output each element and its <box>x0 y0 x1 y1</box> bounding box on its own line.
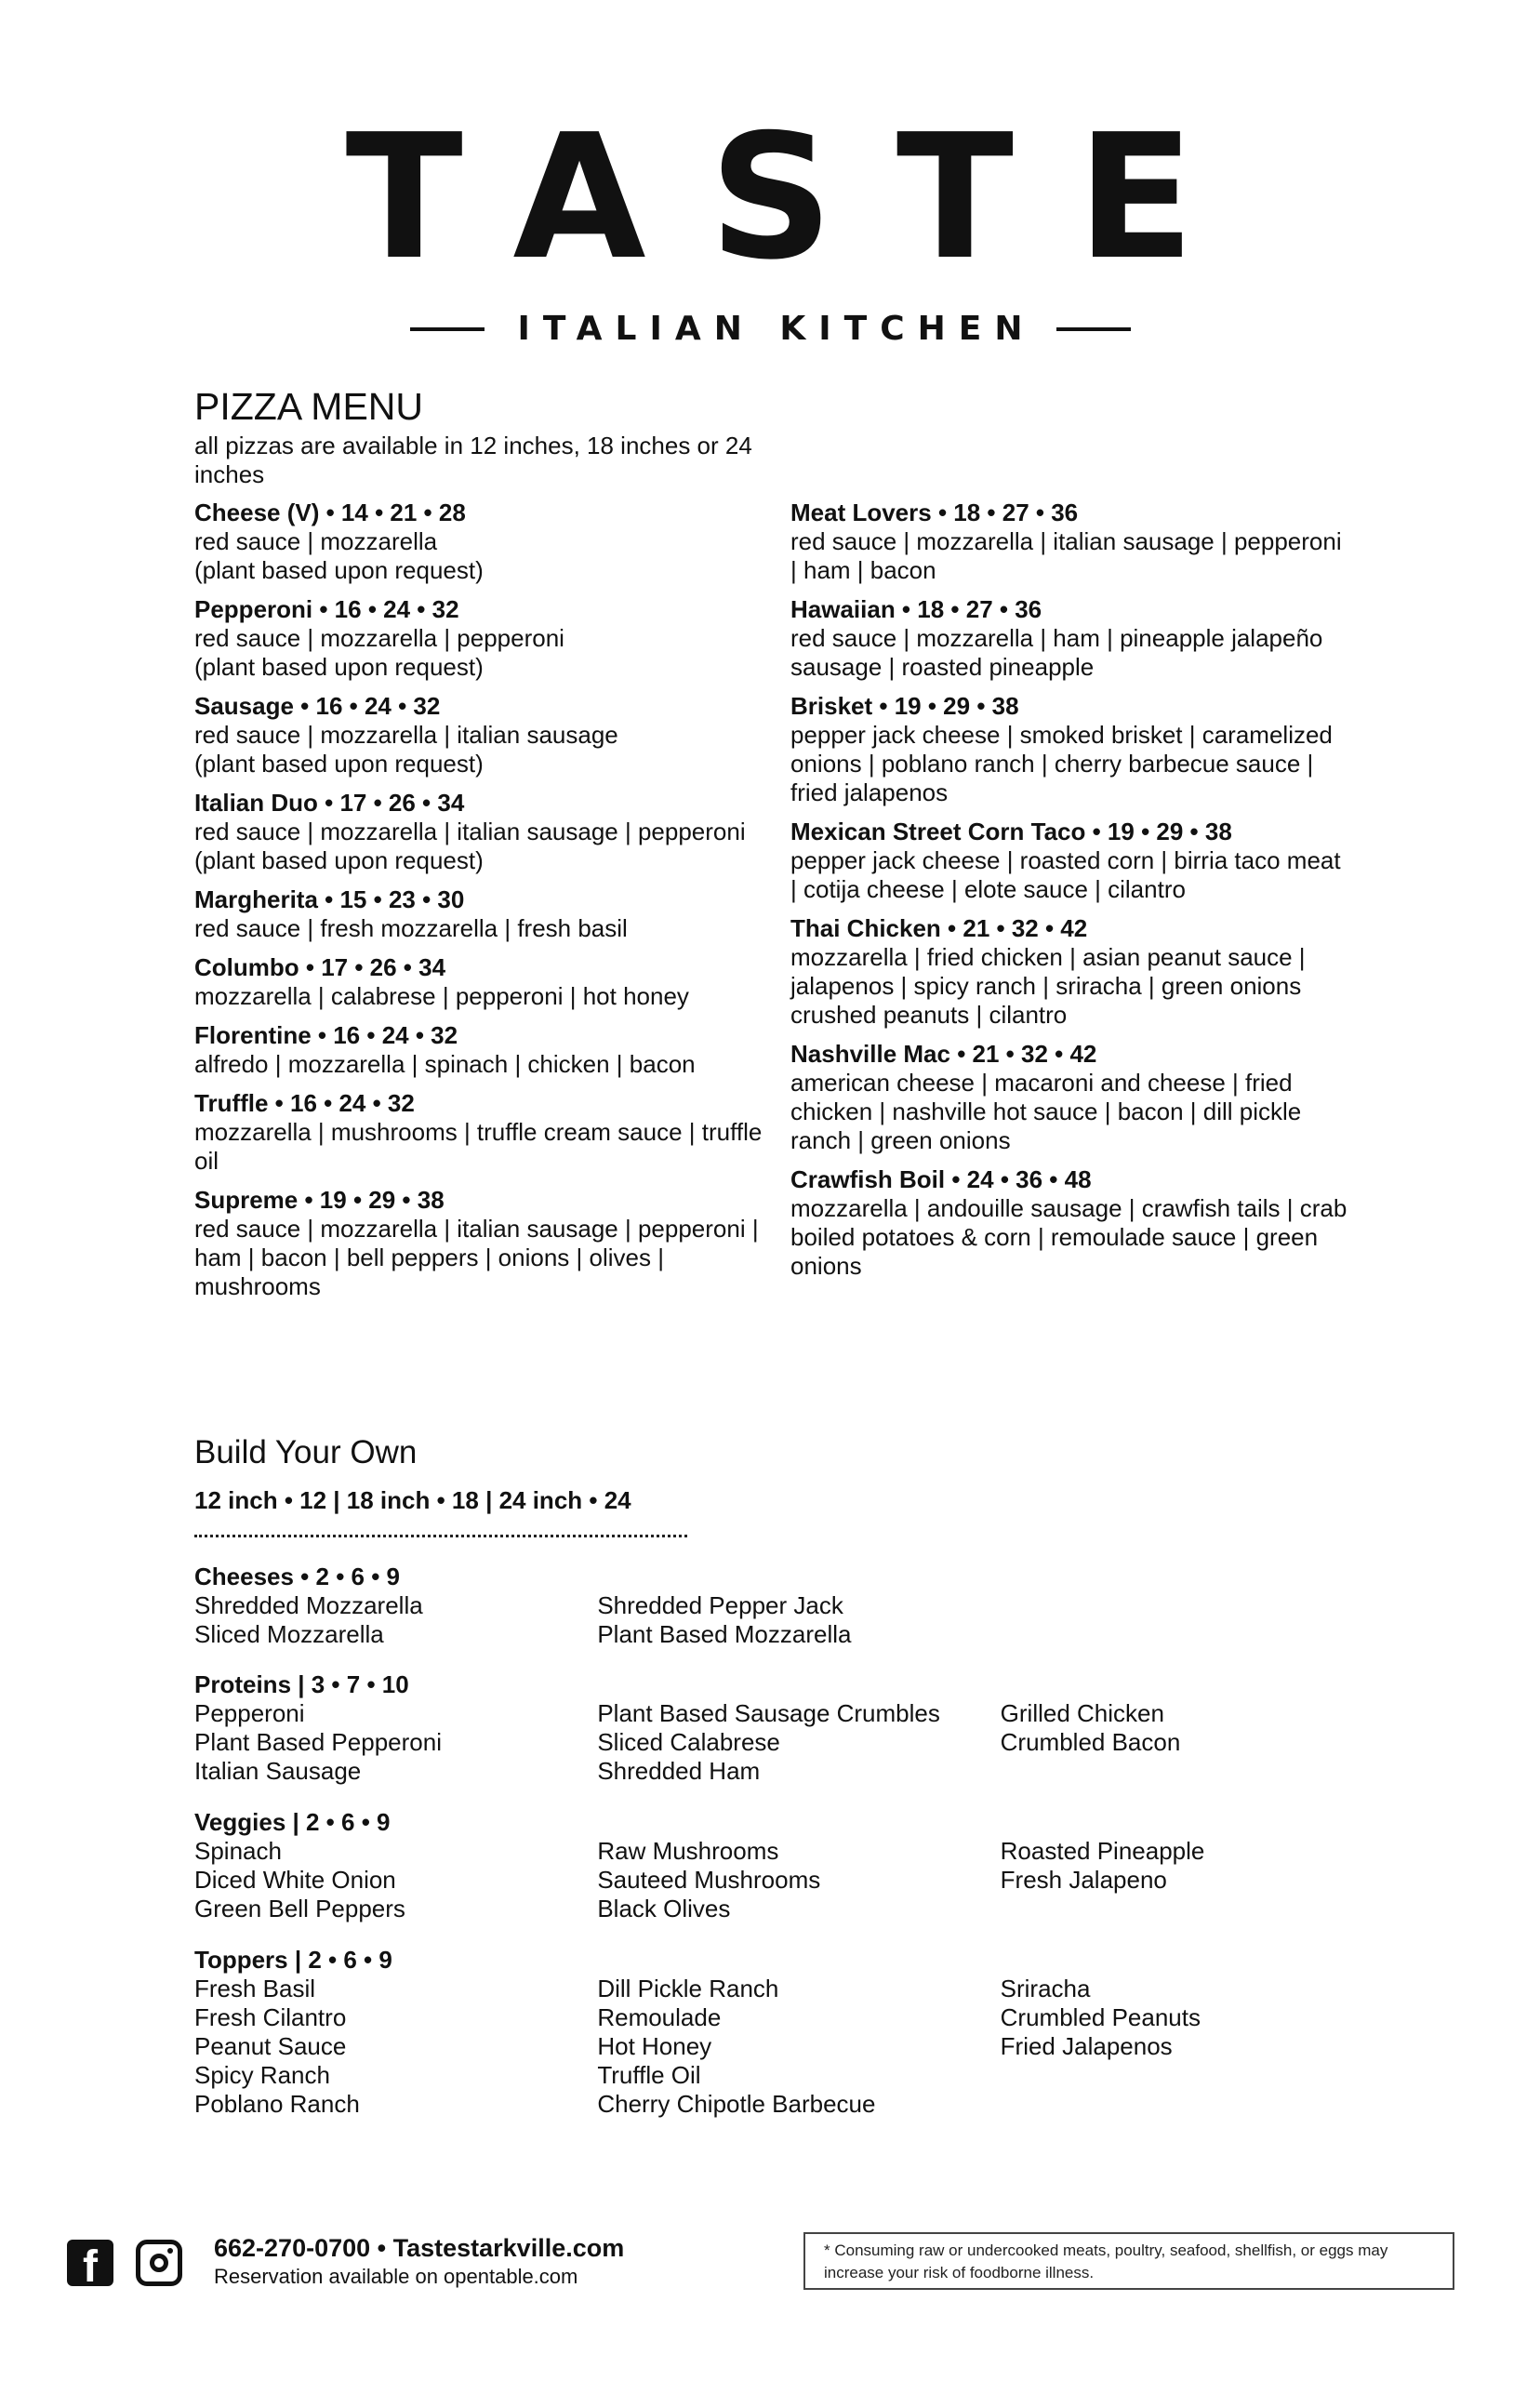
pizza-name-price: Truffle • 16 • 24 • 32 <box>194 1089 415 1117</box>
contact-info[interactable]: 662-270-0700 • Tastestarkville.com <box>214 2234 625 2262</box>
pizza-item <box>790 1040 1348 1155</box>
topping-item: Cherry Chipotle Barbecue <box>597 2090 876 2118</box>
topping-item: Shredded Pepper Jack <box>597 1591 843 1619</box>
topping-item: Raw Mushrooms <box>597 1837 779 1865</box>
topping-item: Crumbled Peanuts <box>1000 2003 1201 2031</box>
topping-column <box>1001 1975 1403 2119</box>
topping-group <box>194 1946 1403 2119</box>
pizza-item <box>790 499 1348 585</box>
pizza-ingredients: american cheese | macaroni and cheese | fried chicken | nashville hot sauce | bacon | dill pickle ranch | green onions <box>790 1069 1302 1154</box>
topping-item: Spicy Ranch <box>194 2061 330 2089</box>
brand-subtitle: ITALIAN KITCHEN <box>517 310 1036 348</box>
pizza-name-price: Margherita • 15 • 23 • 30 <box>194 885 465 913</box>
topping-item: Fresh Basil <box>194 1975 316 2002</box>
pizza-ingredients: mozzarella | calabrese | pepperoni | hot honey <box>194 982 689 1010</box>
pizza-name-price: Columbo • 17 • 26 • 34 <box>194 953 446 981</box>
pizza-ingredients: red sauce | mozzarella | pepperoni <box>194 624 564 652</box>
pizza-list-left <box>194 499 771 1311</box>
pizza-item <box>790 692 1348 807</box>
pizza-note: (plant based upon request) <box>194 653 484 681</box>
topping-group-heading: Cheeses • 2 • 6 • 9 <box>194 1563 400 1590</box>
right-rule <box>1056 327 1131 331</box>
pizza-note: (plant based upon request) <box>194 556 484 584</box>
topping-columns <box>194 1837 1403 1923</box>
pizza-name-price: Crawfish Boil • 24 • 36 • 48 <box>790 1165 1092 1193</box>
topping-item: Remoulade <box>597 2003 722 2031</box>
topping-item: Sauteed Mushrooms <box>597 1866 821 1894</box>
instagram-icon[interactable] <box>136 2240 182 2286</box>
topping-item: Plant Based Mozzarella <box>597 1620 852 1648</box>
topping-item: Fresh Jalapeno <box>1000 1866 1167 1894</box>
topping-item: Plant Based Sausage Crumbles <box>597 1699 940 1727</box>
topping-column <box>194 1591 597 1649</box>
pizza-ingredients: pepper jack cheese | smoked brisket | caramelized onions | poblano ranch | cherry barbecue sauce | fried jalapenos <box>790 721 1333 806</box>
pizza-ingredients: mozzarella | mushrooms | truffle cream sauce | truffle oil <box>194 1118 763 1175</box>
pizza-name-price: Supreme • 19 • 29 • 38 <box>194 1186 445 1214</box>
pizza-ingredients: red sauce | mozzarella <box>194 527 438 555</box>
topping-column <box>194 1699 597 1786</box>
topping-item: Crumbled Bacon <box>1000 1728 1181 1756</box>
topping-item: Spinach <box>194 1837 282 1865</box>
brand-title: TASTE <box>345 97 1258 298</box>
pizza-item <box>194 499 771 585</box>
pizza-note: (plant based upon request) <box>194 846 484 874</box>
topping-item: Truffle Oil <box>597 2061 701 2089</box>
topping-item: Sliced Calabrese <box>597 1728 780 1756</box>
pizza-name-price: Cheese (V) • 14 • 21 • 28 <box>194 499 466 526</box>
pizza-ingredients: red sauce | mozzarella | italian sausage <box>194 721 618 749</box>
pizza-ingredients: red sauce | mozzarella | italian sausage | pepperoni | ham | bacon | bell peppers | onions | olives | mushrooms <box>194 1215 759 1300</box>
topping-item: Plant Based Pepperoni <box>194 1728 442 1756</box>
reservation-info: Reservation available on opentable.com <box>214 2265 578 2288</box>
topping-column <box>1001 1837 1403 1923</box>
topping-item: Fresh Cilantro <box>194 2003 347 2031</box>
build-your-own-title: Build Your Own <box>194 1434 418 1470</box>
pizza-ingredients: red sauce | fresh mozzarella | fresh basil <box>194 914 628 942</box>
instagram-lens <box>150 2254 168 2272</box>
pizza-name-price: Meat Lovers • 18 • 27 • 36 <box>790 499 1079 526</box>
pizza-item <box>194 885 771 943</box>
left-rule <box>410 327 485 331</box>
topping-item: Shredded Ham <box>597 1757 761 1785</box>
pizza-name-price: Mexican Street Corn Taco • 19 • 29 • 38 <box>790 818 1232 845</box>
topping-item: Hot Honey <box>597 2032 712 2060</box>
pizza-name-price: Nashville Mac • 21 • 32 • 42 <box>790 1040 1097 1068</box>
pizza-menu-intro: all pizzas are available in 12 inches, 18 inches or 24 inches <box>194 432 752 488</box>
topping-item: Black Olives <box>597 1895 731 1922</box>
pizza-name-price: Pepperoni • 16 • 24 • 32 <box>194 595 459 623</box>
topping-group-heading: Proteins | 3 • 7 • 10 <box>194 1670 409 1698</box>
contact-block <box>214 2232 624 2290</box>
pizza-item <box>194 1186 771 1301</box>
topping-group <box>194 1563 1403 1649</box>
pizza-ingredients: alfredo | mozzarella | spinach | chicken | bacon <box>194 1050 696 1078</box>
pizza-ingredients: red sauce | mozzarella | italian sausage | pepperoni <box>194 818 746 845</box>
topping-item: Pepperoni <box>194 1699 305 1727</box>
topping-group-heading: Toppers | 2 • 6 • 9 <box>194 1946 392 1974</box>
topping-item: Sliced Mozzarella <box>194 1620 384 1648</box>
pizza-ingredients: mozzarella | andouille sausage | crawfish tails | crab boiled potatoes & corn | remoulade sauce | green onions <box>790 1194 1348 1280</box>
instagram-dot <box>167 2248 173 2254</box>
topping-columns <box>194 1591 1403 1649</box>
pizza-ingredients: mozzarella | fried chicken | asian peanut sauce | jalapenos | spicy ranch | sriracha | green onions crushed peanuts | cilantro <box>790 943 1306 1029</box>
topping-column <box>597 1975 1000 2119</box>
brand-subtitle-row <box>0 310 1540 348</box>
food-safety-disclaimer: * Consuming raw or undercooked meats, poultry, seafood, shellfish, or eggs may increase your risk of foodborne illness. <box>803 2232 1454 2290</box>
pizza-name-price: Sausage • 16 • 24 • 32 <box>194 692 441 720</box>
pizza-item <box>194 1089 771 1176</box>
pizza-item <box>194 692 771 778</box>
topping-item: Dill Pickle Ranch <box>597 1975 779 2002</box>
topping-item: Diced White Onion <box>194 1866 396 1894</box>
topping-item: Green Bell Peppers <box>194 1895 405 1922</box>
pizza-name-price: Thai Chicken • 21 • 32 • 42 <box>790 914 1088 942</box>
pizza-menu-title: PIZZA MENU <box>194 385 424 428</box>
topping-column <box>597 1591 1000 1649</box>
topping-group-heading: Veggies | 2 • 6 • 9 <box>194 1808 391 1836</box>
topping-group <box>194 1670 1403 1786</box>
pizza-item <box>790 1165 1348 1281</box>
pizza-name-price: Brisket • 19 • 29 • 38 <box>790 692 1019 720</box>
pizza-item <box>790 595 1348 682</box>
pizza-item <box>790 914 1348 1030</box>
pizza-item <box>194 595 771 682</box>
pizza-name-price: Hawaiian • 18 • 27 • 36 <box>790 595 1042 623</box>
topping-column <box>194 1837 597 1923</box>
topping-item: Shredded Mozzarella <box>194 1591 423 1619</box>
pizza-item <box>790 818 1348 904</box>
topping-columns <box>194 1975 1403 2119</box>
pizza-item <box>194 953 771 1011</box>
topping-column <box>194 1975 597 2119</box>
pizza-ingredients: red sauce | mozzarella | italian sausage | pepperoni | ham | bacon <box>790 527 1342 584</box>
topping-item: Roasted Pineapple <box>1000 1837 1205 1865</box>
pizza-item <box>194 1021 771 1079</box>
topping-item: Grilled Chicken <box>1000 1699 1164 1727</box>
build-your-own-sizes: 12 inch • 12 | 18 inch • 18 | 24 inch • 24 <box>194 1486 631 1514</box>
brand-header <box>0 97 1540 348</box>
topping-columns <box>194 1699 1403 1786</box>
facebook-icon[interactable]: f <box>67 2240 113 2286</box>
topping-item: Sriracha <box>1000 1975 1091 2002</box>
pizza-ingredients: pepper jack cheese | roasted corn | birria taco meat | cotija cheese | elote sauce | cilantro <box>790 846 1341 903</box>
pizza-ingredients: red sauce | mozzarella | ham | pineapple jalapeño sausage | roasted pineapple <box>790 624 1323 681</box>
topping-item: Italian Sausage <box>194 1757 362 1785</box>
topping-item: Poblano Ranch <box>194 2090 360 2118</box>
pizza-list-right <box>790 499 1348 1291</box>
dotted-divider <box>194 1535 687 1537</box>
footer <box>67 2232 1480 2307</box>
pizza-name-price: Florentine • 16 • 24 • 32 <box>194 1021 458 1049</box>
topping-column <box>1001 1699 1403 1786</box>
pizza-item <box>194 789 771 875</box>
pizza-name-price: Italian Duo • 17 • 26 • 34 <box>194 789 465 817</box>
topping-group <box>194 1808 1403 1923</box>
topping-item: Fried Jalapenos <box>1000 2032 1173 2060</box>
topping-item: Peanut Sauce <box>194 2032 347 2060</box>
topping-column <box>597 1837 1000 1923</box>
pizza-note: (plant based upon request) <box>194 750 484 778</box>
topping-column <box>1001 1591 1403 1649</box>
topping-column <box>597 1699 1000 1786</box>
